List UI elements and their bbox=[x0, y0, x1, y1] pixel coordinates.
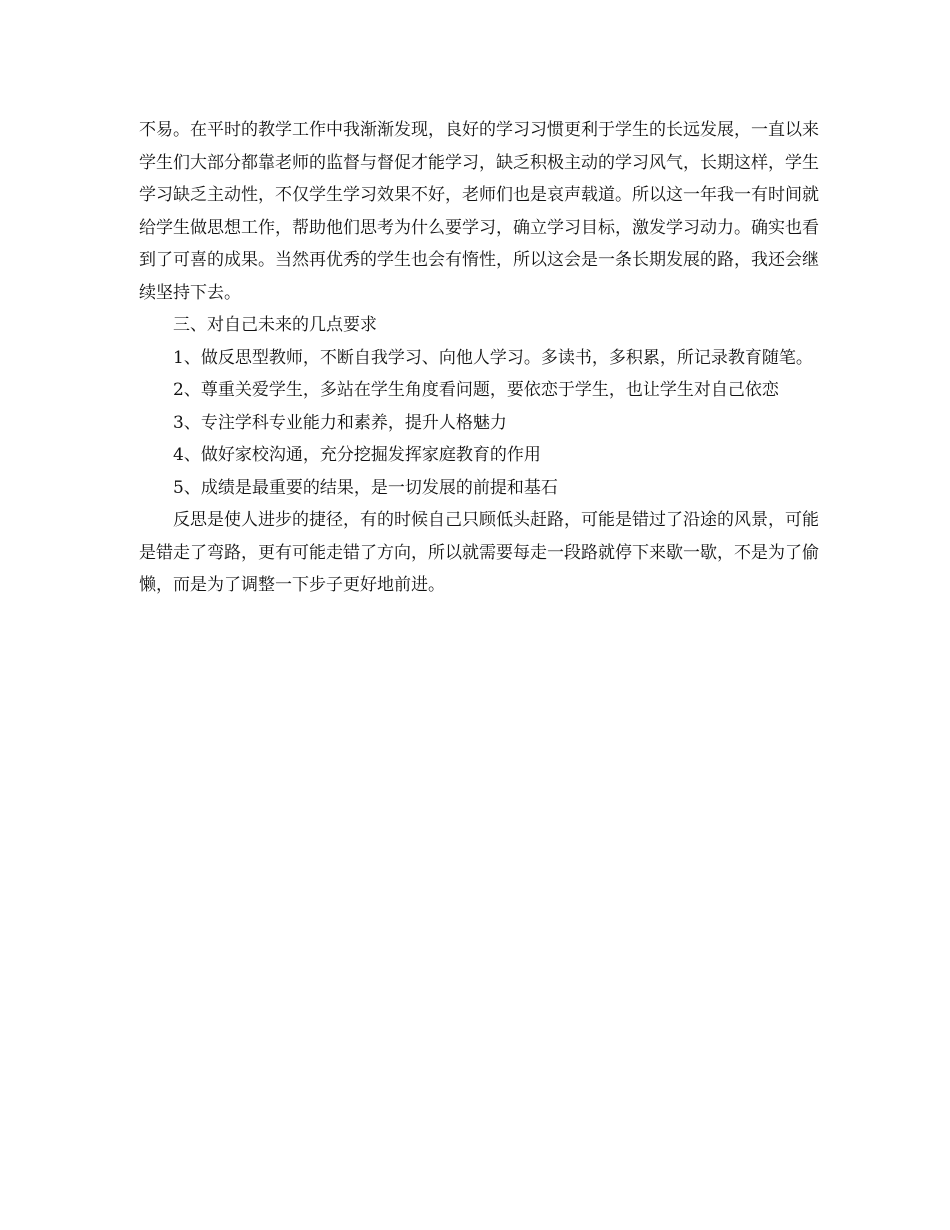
list-item-2: 2、尊重关爱学生，多站在学生角度看问题，要依恋于学生，也让学生对自己依恋 bbox=[173, 380, 779, 400]
paragraph-conclusion: 反思是使人进步的捷径，有的时候自己只顾低头赶路，可能是错过了沿途的风景，可能是错走了弯路，更有可能走错了方向，所以就需要每走一段路就停下来歇一歇，不是为了偷懒，而是为了调整一下步子更好地前进。 bbox=[139, 510, 819, 595]
list-item-1: 1、做反思型教师，不断自我学习、向他人学习。多读书，多积累，所记录教育随笔。 bbox=[173, 347, 813, 368]
section-heading-future-requirements: 三、对自己未来的几点要求 bbox=[173, 315, 377, 335]
paragraph-continuation: 不易。在平时的教学工作中我渐渐发现，良好的学习习惯更利于学生的长远发展，一直以来学生们大部分都靠老师的监督与督促才能学习，缺乏积极主动的学习风气，长期这样，学生学习缺乏主动性，不仅学生学习效果不好，老师们也是哀声载道。所以这一年我一有时间就给学生做思想工作，帮助他们思考为什么要学习，确立学习目标，激发学习动力。确实也看到了可喜的成果。当然再优秀的学生也会有惰性，所以这会是一条长期发展的路，我还会继续坚持下去。 bbox=[139, 120, 819, 303]
list-item-4: 4、做好家校沟通，充分挖掘发挥家庭教育的作用 bbox=[173, 445, 541, 465]
list-item-5: 5、成绩是最重要的结果，是一切发展的前提和基石 bbox=[173, 477, 558, 498]
document-body bbox=[139, 114, 819, 602]
list-item-3: 3、专注学科专业能力和素养，提升人格魅力 bbox=[173, 412, 507, 433]
